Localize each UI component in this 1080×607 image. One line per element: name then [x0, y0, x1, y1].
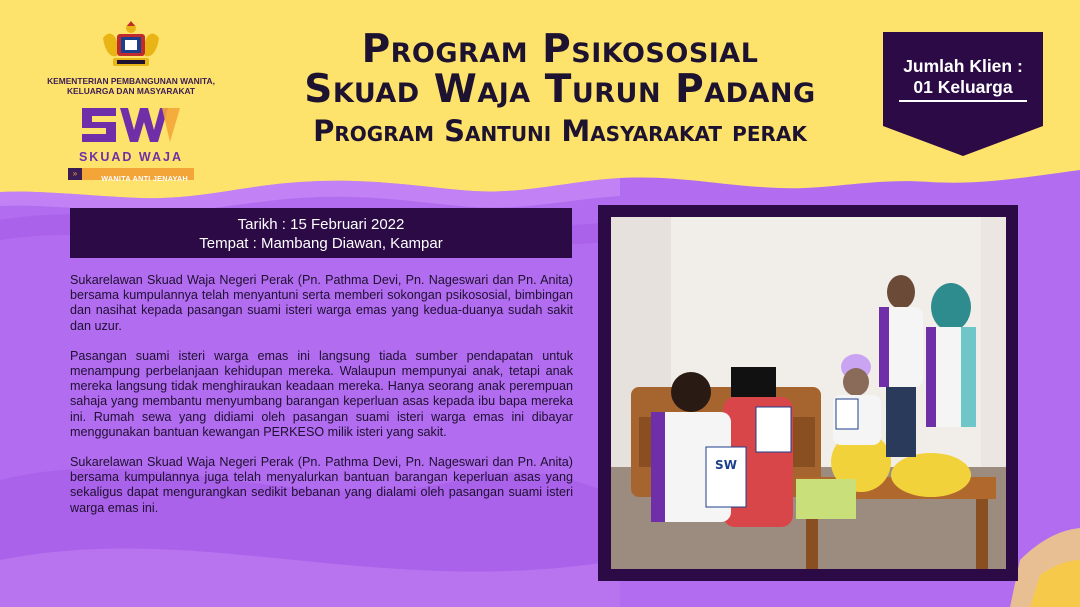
client-count-value: 01 Keluarga	[899, 77, 1027, 102]
title-line-1: Program Psikososial	[361, 27, 759, 72]
title-line-2: Skuad Waja Turun Padang	[304, 67, 816, 112]
event-info-bar	[70, 208, 572, 258]
event-date: Tarikh : 15 Februari 2022	[237, 216, 405, 233]
paragraph-3: Sukarelawan Skuad Waja Negeri Perak (Pn. Pathma Devi, Pn. Nageswari dan Pn. Anita) bersama kumpulannya juga telah menyalurkan bantuan barangan keperluan asas yang sekaligus dapat mengurangkan sedikit bebanan yang dialami oleh pasangan suami isteri warga emas ini.	[70, 455, 573, 515]
booklet-logo-text: SW	[715, 458, 737, 472]
title-line-3: Program Santuni Masyarakat perak	[313, 114, 807, 148]
ministry-line-1: KEMENTERIAN PEMBANGUNAN WANITA,	[47, 76, 215, 86]
ministry-line-2: KELUARGA DAN MASYARAKAT	[66, 86, 196, 96]
photo-illustration	[611, 217, 1006, 569]
coat-of-arms-icon	[99, 20, 163, 72]
brand-tagline-text: WANITA ANTI JENAYAH	[101, 174, 188, 183]
client-count-badge	[883, 32, 1043, 156]
double-chevron-icon: »	[68, 168, 82, 180]
event-photo	[611, 217, 1006, 569]
paragraph-1: Sukarelawan Skuad Waja Negeri Perak (Pn. Pathma Devi, Pn. Nageswari dan Pn. Anita) bersama kumpulannya telah menyantuni serta memberi sokongan psikososial, bimbingan dan nasihat kepada pasangan suami isteri warga emas yang kedua-duanya sudah sakit dan uzur.	[70, 273, 573, 333]
brand-name: SKUAD WAJA	[78, 150, 184, 164]
page-title	[250, 27, 870, 148]
skuad-waja-logo-icon	[76, 102, 186, 148]
client-count-label: Jumlah Klien :	[903, 56, 1023, 76]
event-place: Tempat : Mambang Diawan, Kampar	[199, 235, 443, 252]
paragraph-2: Pasangan suami isteri warga emas ini langsung tiada sumber pendapatan untuk menampung perbelanjaan kehidupan mereka. Walaupun mempunyai anak, tetapi anak mereka langsung tidak menghiraukan keadaan mereka. Hanya seorang anak perempuan sahaja yang membantu menyumbang barangan keperluan asas kepada ibu bapa mereka ini. Rumah sewa yang didiami oleh pasangan suami isteri warga emas ini dibayar menggunakan bantuan kewangan PERKESO milik isteri yang sakit.	[70, 348, 573, 439]
ministry-logo-block	[36, 20, 226, 183]
article-body	[70, 273, 573, 531]
brand-tagline	[68, 168, 194, 183]
ministry-name	[36, 76, 226, 96]
